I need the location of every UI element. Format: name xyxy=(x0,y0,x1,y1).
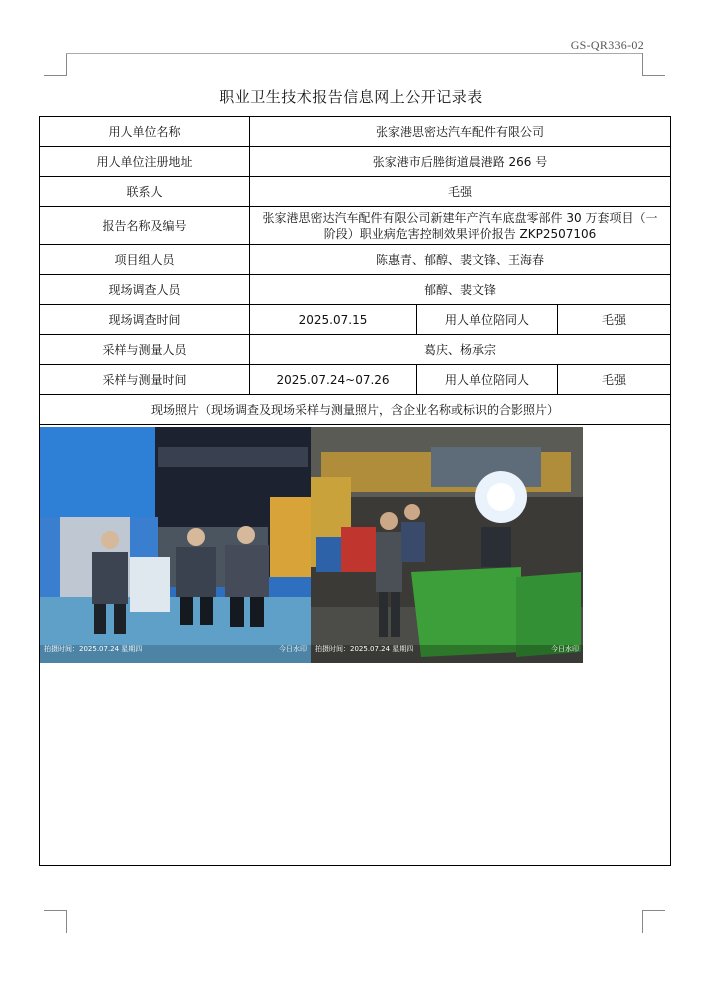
table-row xyxy=(40,245,671,275)
document-code: GS-QR336-02 xyxy=(570,38,644,52)
site-photo-workshop xyxy=(311,427,583,663)
record-table xyxy=(39,116,671,866)
value-survey-time: 2025.07.15 xyxy=(250,305,417,335)
value-team: 陈惠青、郁醇、裴文锋、王海春 xyxy=(250,245,671,275)
table-row xyxy=(40,365,671,395)
value-survey-escort: 毛强 xyxy=(558,305,671,335)
value-survey-staff: 郁醇、裴文锋 xyxy=(250,275,671,305)
label-team: 项目组人员 xyxy=(40,245,250,275)
corner-mark-top-right xyxy=(642,53,665,76)
photos-header: 现场照片（现场调查及现场采样与测量照片，含企业名称或标识的合影照片） xyxy=(40,395,671,425)
table-row xyxy=(40,305,671,335)
table-row xyxy=(40,275,671,305)
table-row xyxy=(40,147,671,177)
table-row xyxy=(40,335,671,365)
photo-timestamp: 拍摄时间：2025.07.24 星期四 xyxy=(315,645,414,653)
table-row xyxy=(40,425,671,866)
label-sampling-time: 采样与测量时间 xyxy=(40,365,250,395)
header-rule xyxy=(66,53,642,54)
value-unit-name: 张家港思密达汽车配件有限公司 xyxy=(250,117,671,147)
label-report: 报告名称及编号 xyxy=(40,207,250,245)
table-row xyxy=(40,117,671,147)
table-row xyxy=(40,177,671,207)
corner-mark-bottom-left xyxy=(44,910,67,933)
value-unit-address: 张家港市后塍街道晨港路 266 号 xyxy=(250,147,671,177)
label-unit-name: 用人单位名称 xyxy=(40,117,250,147)
corner-mark-bottom-right xyxy=(642,910,665,933)
watermark-logo: 今日水印 xyxy=(551,645,579,653)
site-photo-entrance xyxy=(40,427,311,663)
table-row xyxy=(40,207,671,245)
label-sampling-staff: 采样与测量人员 xyxy=(40,335,250,365)
photo-timestamp: 拍摄时间：2025.07.24 星期四 xyxy=(44,645,143,653)
value-sampling-escort: 毛强 xyxy=(558,365,671,395)
value-sampling-time: 2025.07.24~07.26 xyxy=(250,365,417,395)
label-unit-address: 用人单位注册地址 xyxy=(40,147,250,177)
value-report xyxy=(250,207,671,245)
label-survey-escort: 用人单位陪同人 xyxy=(417,305,558,335)
report-name-line-2: 阶段）职业病危害控制效果评价报告 ZKP2507106 xyxy=(323,226,597,241)
value-sampling-staff: 葛庆、杨承宗 xyxy=(250,335,671,365)
table-row xyxy=(40,395,671,425)
page-title: 职业卫生技术报告信息网上公开记录表 xyxy=(219,88,483,106)
label-contact: 联系人 xyxy=(40,177,250,207)
label-sampling-escort: 用人单位陪同人 xyxy=(417,365,558,395)
report-name-line-1: 张家港思密达汽车配件有限公司新建年产汽车底盘零部件 30 万套项目（一 xyxy=(262,210,658,225)
photos-cell xyxy=(40,425,671,866)
label-survey-time: 现场调查时间 xyxy=(40,305,250,335)
photo-entrance-image xyxy=(40,427,311,663)
photo-workshop-image xyxy=(311,427,583,663)
watermark-logo: 今日水印 xyxy=(279,645,307,653)
corner-mark-top-left xyxy=(44,53,67,76)
label-survey-staff: 现场调查人员 xyxy=(40,275,250,305)
value-contact: 毛强 xyxy=(250,177,671,207)
